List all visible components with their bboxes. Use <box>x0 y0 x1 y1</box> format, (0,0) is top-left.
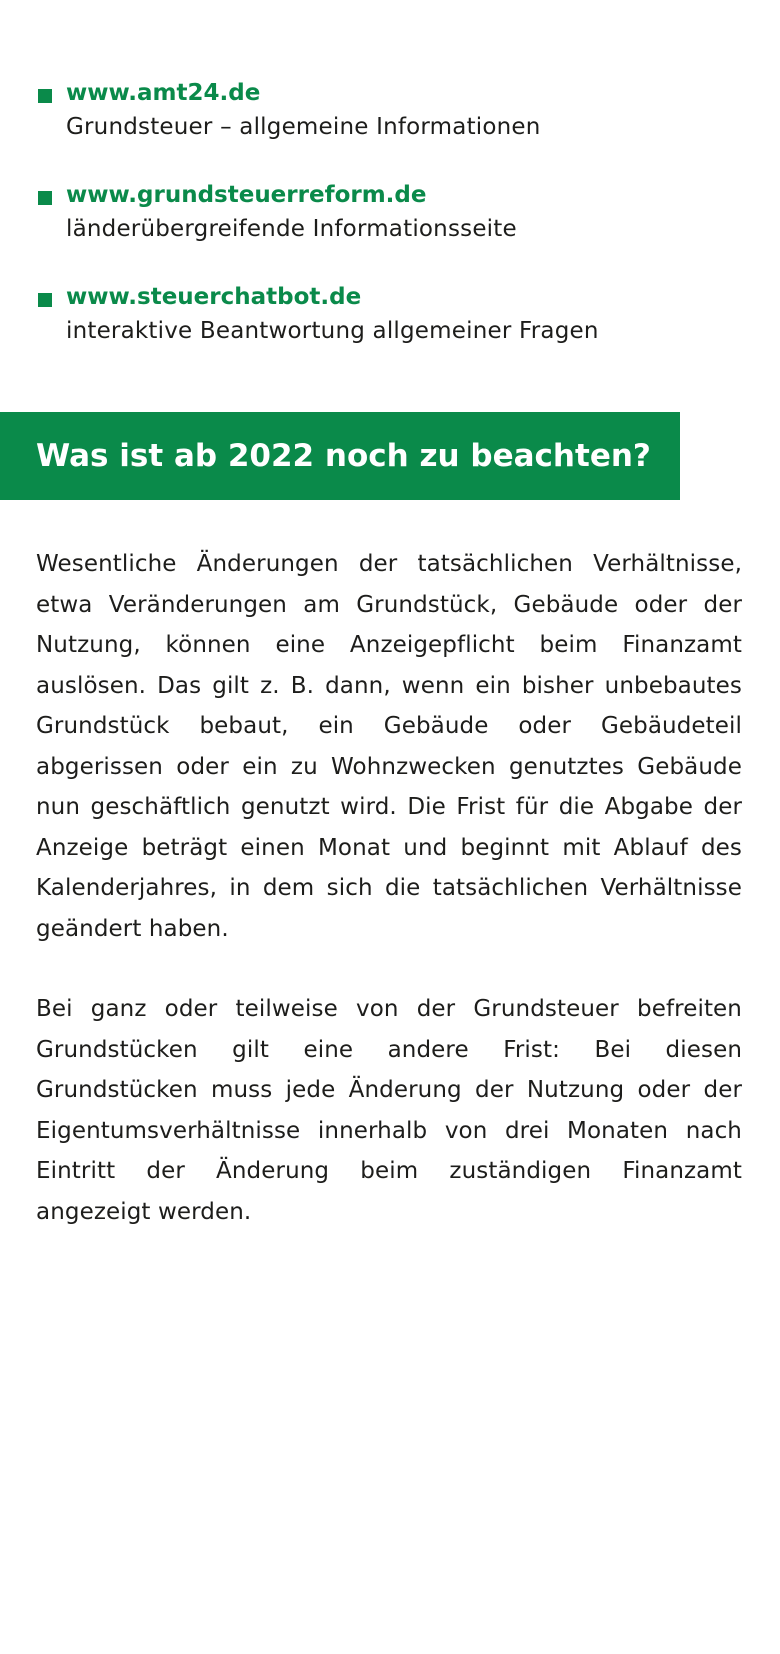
section-title: Was ist ab 2022 noch zu beachten? <box>36 438 651 474</box>
paragraph-exempt-properties: Bei ganz oder teilweise von der Grundsteuer befreiten Grundstücken gilt eine andere Frist: Bei diesen Grundstücken muss jede Änderung der Nutzung oder der Eigentumsverhältnisse innerhalb von drei Monaten nach Eintritt der Änderung beim zuständigen Finanzamt angezeigt werden. <box>36 996 742 1225</box>
link-list <box>38 76 738 382</box>
square-bullet-icon <box>38 191 52 205</box>
list-item <box>38 76 738 144</box>
list-item <box>38 280 738 348</box>
square-bullet-icon <box>38 293 52 307</box>
square-bullet-icon <box>38 89 52 103</box>
link-description: länderübergreifende Informationsseite <box>66 216 517 242</box>
link-grundsteuerreform[interactable]: www.grundsteuerreform.de <box>66 182 427 208</box>
body-text <box>36 544 742 1272</box>
list-item <box>38 178 738 246</box>
paragraph-change-notice: Wesentliche Änderungen der tatsächlichen Verhältnisse, etwa Veränderungen am Grundstück, Gebäude oder der Nutzung, können eine Anzeigepflicht beim Finanzamt auslösen. Das gilt z. B. dann, wenn ein bisher unbebautes Grundstück bebaut, ein Gebäude oder Gebäudeteil abgerissen oder ein zu Wohnzwecken genutztes Gebäude nun geschäftlich genutzt wird. Die Frist für die Abgabe der Anzeige beträgt einen Monat und beginnt mit Ablauf des Kalenderjahres, in dem sich die tatsächlichen Verhältnisse geändert haben. <box>36 551 742 942</box>
link-steuerchatbot[interactable]: www.steuerchatbot.de <box>66 284 362 310</box>
link-amt24[interactable]: www.amt24.de <box>66 80 261 106</box>
link-description: Grundsteuer – allgemeine Informationen <box>66 114 541 140</box>
section-header-bar <box>0 412 680 500</box>
link-description: interaktive Beantwortung allgemeiner Fragen <box>66 318 599 344</box>
